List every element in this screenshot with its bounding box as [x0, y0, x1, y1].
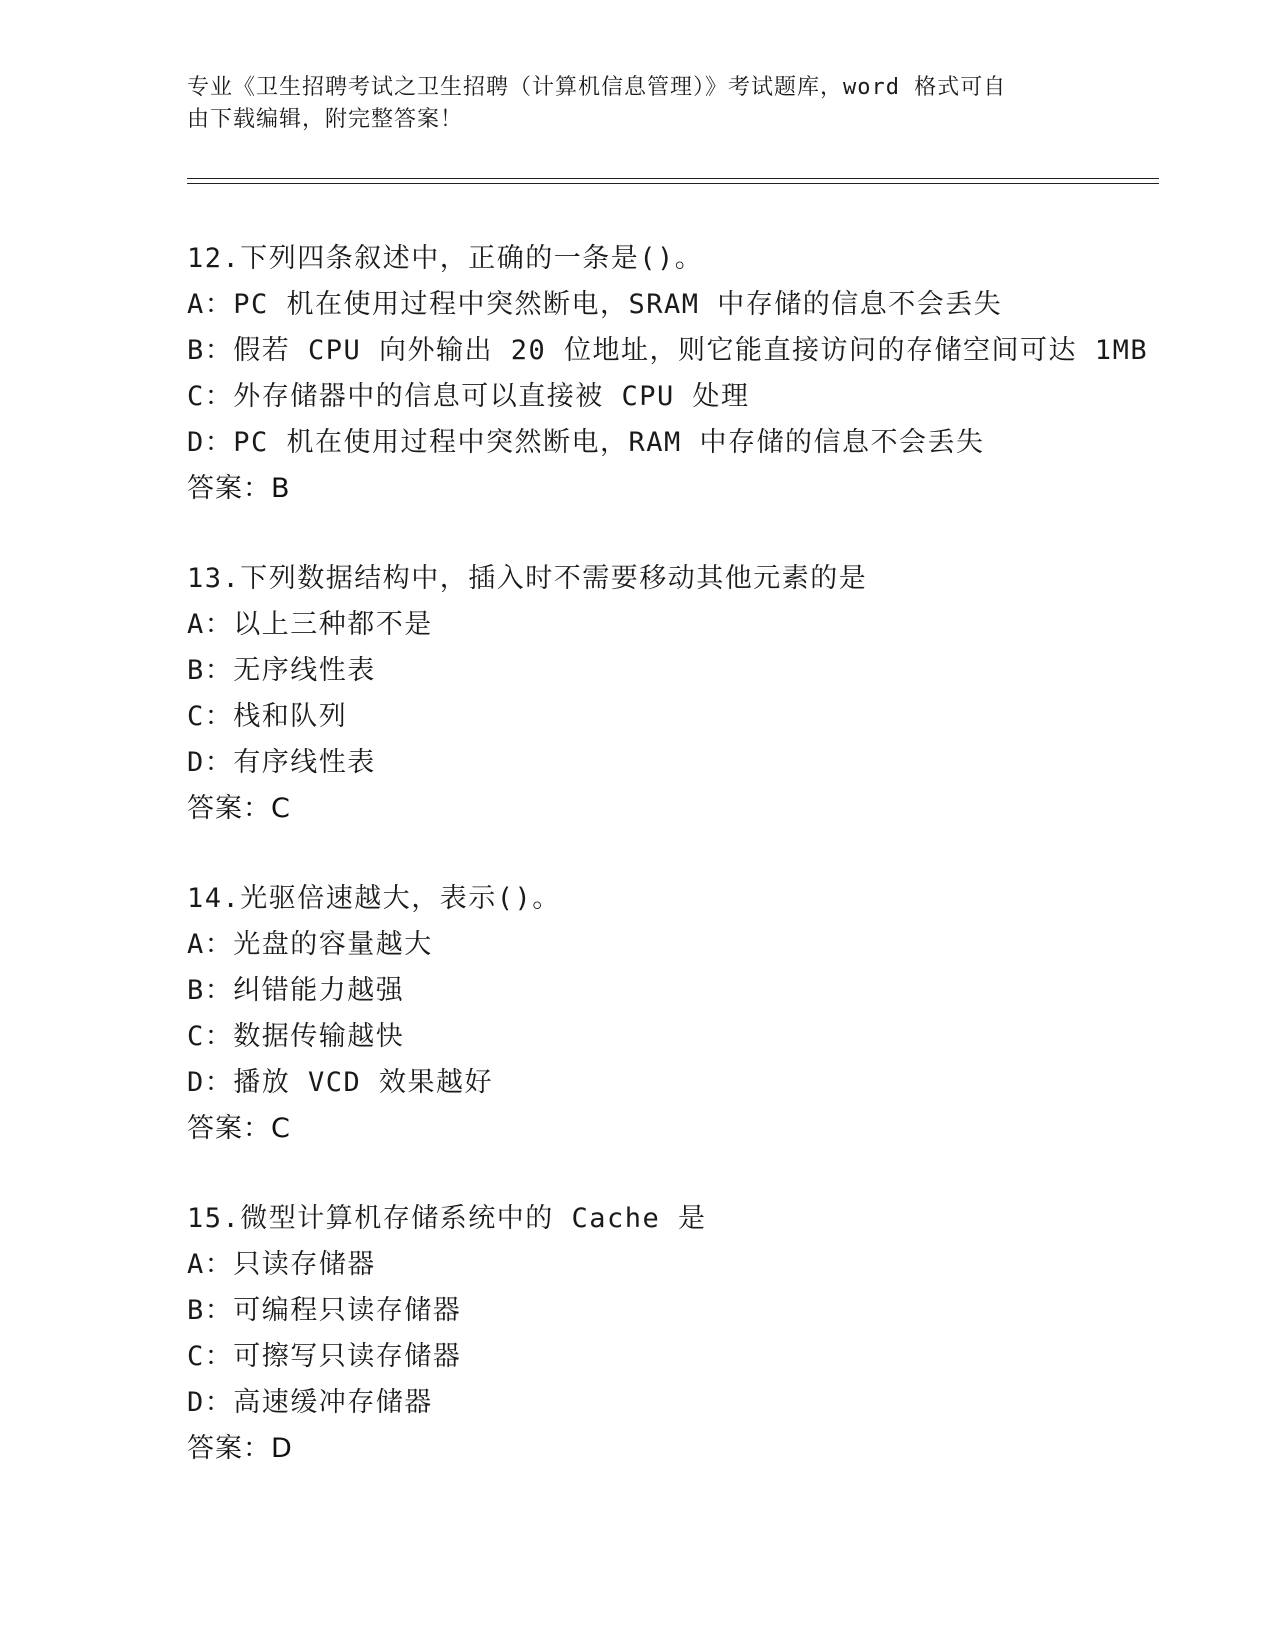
question-stem: 14.光驱倍速越大，表示()。	[187, 883, 561, 914]
option-d: D：有序线性表	[187, 747, 376, 778]
option-d: D：高速缓冲存储器	[187, 1387, 433, 1418]
option-d: D：播放 VCD 效果越好	[187, 1067, 494, 1098]
option-c: C：外存储器中的信息可以直接被 CPU 处理	[187, 381, 750, 412]
answer: 答案：C	[187, 1113, 291, 1144]
question-13	[187, 556, 1187, 832]
header-divider-top	[187, 178, 1159, 179]
question-12	[187, 236, 1187, 512]
option-b: B：无序线性表	[187, 655, 376, 686]
option-a: A：只读存储器	[187, 1249, 376, 1280]
option-a: A：光盘的容量越大	[187, 929, 433, 960]
option-b: B：可编程只读存储器	[187, 1295, 462, 1326]
answer: 答案：D	[187, 1433, 293, 1464]
answer: 答案：B	[187, 473, 291, 504]
question-15	[187, 1196, 1187, 1472]
option-c: C：栈和队列	[187, 701, 348, 732]
header-line-1: 专业《卫生招聘考试之卫生招聘（计算机信息管理）》考试题库，word 格式可自	[187, 75, 1007, 100]
option-d: D：PC 机在使用过程中突然断电，RAM 中存储的信息不会丢失	[187, 427, 985, 458]
document-header	[187, 72, 1077, 136]
option-c: C：可擦写只读存储器	[187, 1341, 462, 1372]
answer: 答案：C	[187, 793, 291, 824]
option-a: A：PC 机在使用过程中突然断电，SRAM 中存储的信息不会丢失	[187, 289, 1003, 320]
option-b: B：纠错能力越强	[187, 975, 405, 1006]
option-c: C：数据传输越快	[187, 1021, 405, 1052]
option-b: B：假若 CPU 向外输出 20 位地址，则它能直接访问的存储空间可达 1MB	[187, 335, 1149, 366]
header-divider-bottom	[187, 183, 1159, 184]
option-a: A：以上三种都不是	[187, 609, 433, 640]
header-line-2: 由下载编辑，附完整答案！	[187, 107, 464, 132]
question-stem: 15.微型计算机存储系统中的 Cache 是	[187, 1203, 707, 1234]
question-14	[187, 876, 1187, 1152]
question-stem: 13.下列数据结构中，插入时不需要移动其他元素的是	[187, 563, 868, 594]
question-stem: 12.下列四条叙述中，正确的一条是()。	[187, 243, 704, 274]
